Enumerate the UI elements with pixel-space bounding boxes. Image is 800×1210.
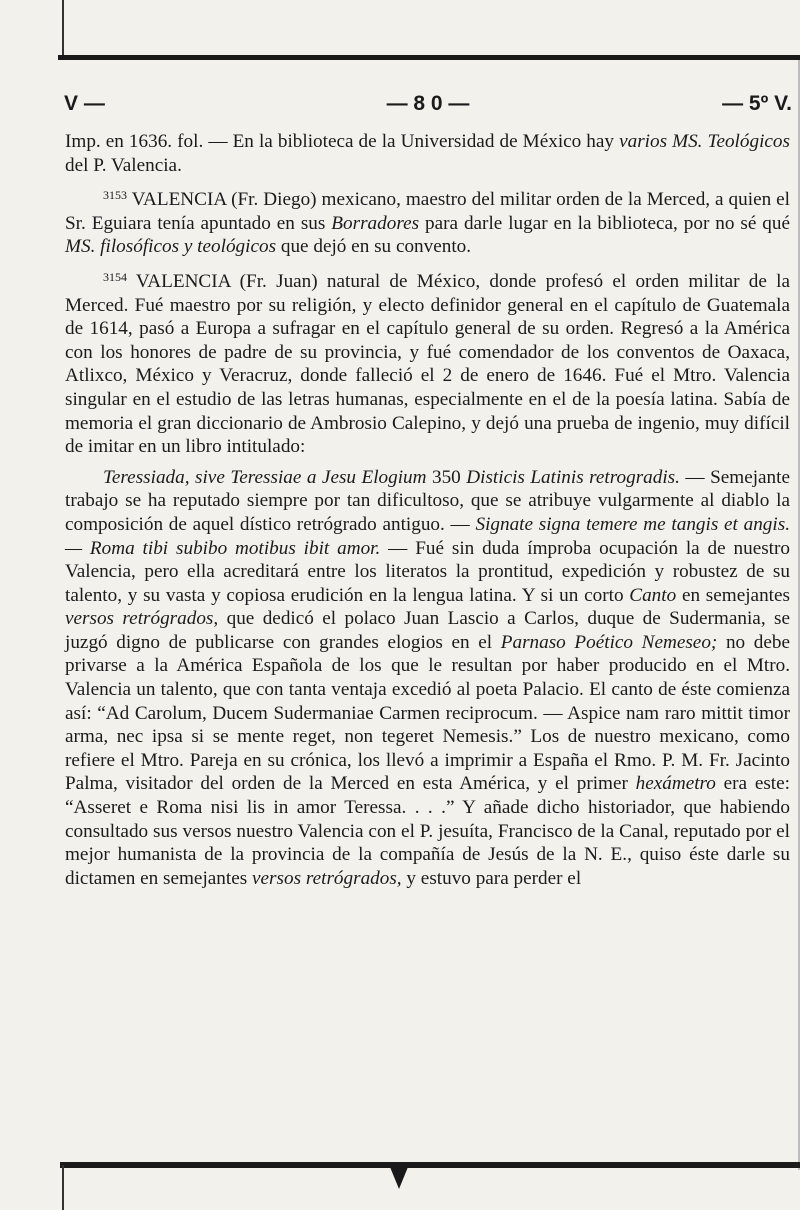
italic-text: versos retrógrados,	[65, 608, 219, 630]
body-text	[65, 130, 790, 897]
top-rule	[58, 55, 800, 60]
italic-text: MS. filosóficos y teológicos	[65, 236, 277, 258]
text-run: para darle lugar en la biblioteca, por no sé qué	[419, 212, 791, 234]
text-run: 350	[426, 466, 467, 488]
page-edge-line-bottom	[62, 1165, 64, 1210]
page-edge-line	[62, 0, 64, 60]
bibliography-entry	[65, 184, 790, 259]
text-run: era este: “Asseret e Roma nisi lis in amor Teressa. . . .” Y añade dicho historiador, que habiendo consultado sus versos nuestro Valencia con el P. jesuíta, Francisco de la Canal, reputado por el mejor humanista de la provincia de la compañía de Jesús de la N. E., quiso éste darle su dictamen en semejantes	[65, 773, 790, 889]
paragraph	[65, 466, 790, 891]
italic-text: Teressiada, sive Teressiae a Jesu Elogium	[103, 466, 427, 488]
text-run: en semejantes	[676, 584, 790, 606]
header-left: V —	[64, 92, 105, 115]
italic-text: varios MS. Teológicos	[619, 131, 790, 152]
italic-text: Canto	[629, 584, 677, 606]
text-run: del P. Valencia.	[65, 154, 182, 176]
bottom-triangle-marker	[390, 1167, 408, 1189]
running-header	[64, 92, 792, 120]
bibliography-entry	[65, 266, 790, 459]
italic-text: hexámetro	[635, 773, 716, 795]
text-run: que dedicó el polaco Juan Lascio a Carlos, duque de Sudermania, se juzgó digno de publicarse con grandes elogios en el	[65, 608, 790, 653]
text-run: no debe privarse a la América Española de los que le resultan por haber producido en el Mtro. Valencia un talento, que con tanta ventaja excedió al poeta Palacio. El canto de éste comienza así: “Ad Carolum, Ducem Sudermaniae Carmen reciprocum. — Aspice nam raro mittit timor arma, nec ipsa si se mente reget, non tegeret Nemesis.” Los de nuestro mexicano, como refiere el Mtro. Pareja en su crónica, los llevó a imprimir a España el Rmo. P. M. Fr. Jacinto Palma, visitador del orden de la Merced en esta América, y el primer	[65, 631, 790, 795]
text-run: — Fué sin duda ímproba ocupación la de nuestro Valencia, pero ella acreditará entre los literatos la prontitud, expedición y robustez de su talento, y su vasta y copiosa erudición en la lengua latina. Y si un corto	[65, 537, 790, 606]
italic-text: Parnaso Poético Nemeseo;	[500, 631, 718, 653]
italic-text: versos retrógrados,	[252, 867, 402, 889]
page-number: — 8 0 —	[386, 92, 470, 115]
entry-number: 3153	[103, 188, 127, 203]
text-run: — Semejante trabajo se ha reputado siempre por tan dificultoso, que se atribuye vulgarmente al diablo la composición de aquel dístico retrógrado antiguo. —	[65, 466, 791, 535]
italic-text: Borradores	[331, 212, 420, 234]
text-run: y estuvo para perder el	[401, 867, 582, 889]
text-run: Imp. en 1636. fol. — En la biblioteca de la Universidad de México hay	[65, 131, 620, 152]
entry-number: 3154	[103, 269, 127, 284]
text-run: VALENCIA (Fr. Juan) natural de México, donde profesó el orden militar de la Merced. Fué maestro por su religión, y electo definidor general en el capítulo de Guatemala de 1614, pasó a Europa a sufragar en el capítulo general de su orden. Regresó a la América con los honores de padre de su provincia, y fué comendador de los conventos de Oaxaca, Atlixco, México y Veracruz, donde falleció el 2 de enero de 1646. Fué el Mtro. Valencia singular en el estudio de las letras humanas, especialmente en el de la poesía latina. Sabía de memoria el gran diccionario de Ambrosio Calepino, y dejó una prueba de ingenio, muy difícil de imitar en un libro intitulado:	[65, 270, 790, 458]
text-run: que dejó en su convento.	[276, 236, 472, 258]
bottom-rule	[60, 1162, 800, 1168]
italic-text: Signate signa temere me tangis et angis. — Roma tibi subibo motibus ibit amor.	[65, 513, 790, 559]
paragraph	[65, 130, 790, 177]
text-run: VALENCIA (Fr. Diego) mexicano, maestro del militar orden de la Merced, a quien el Sr. Eguiara tenía apuntado en sus	[65, 189, 790, 234]
italic-text: Disticis Latinis retrogradis.	[466, 466, 680, 488]
header-right: — 5º V.	[722, 92, 792, 115]
